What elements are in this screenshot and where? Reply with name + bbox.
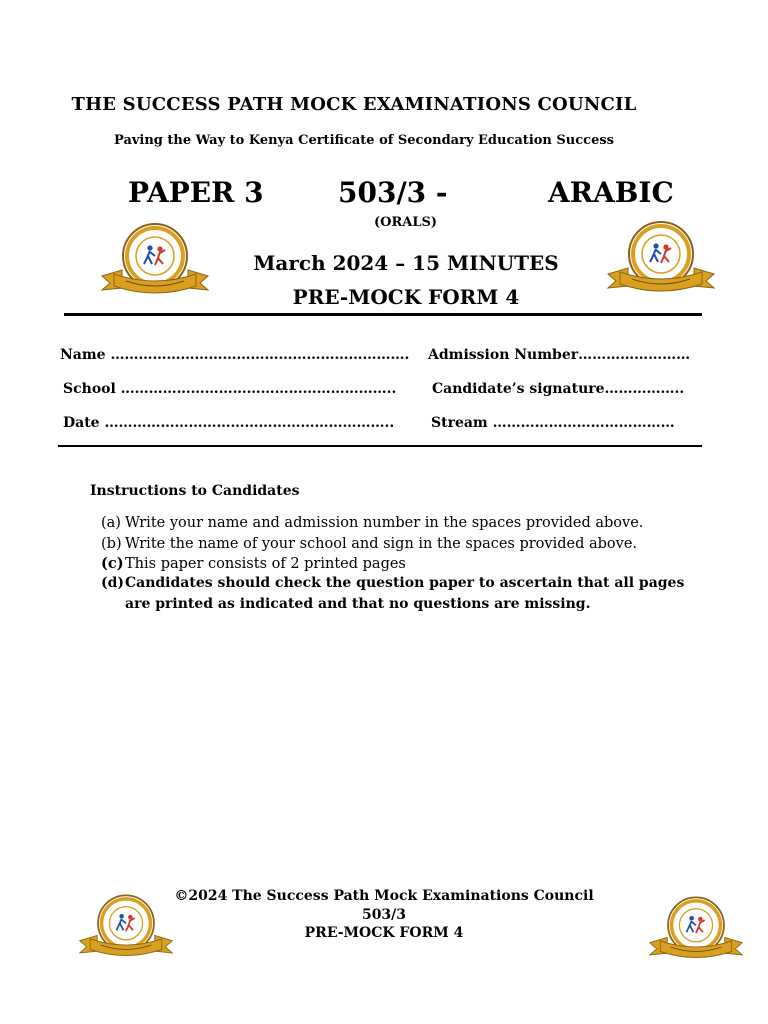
instruction-letter: (b) [101, 536, 122, 552]
instruction-text: Write your name and admission number in the spaces provided above. [125, 515, 644, 531]
instruction-text-continued: are printed as indicated and that no questions are missing. [125, 596, 591, 612]
divider-top [64, 313, 702, 316]
tagline: Paving the Way to Kenya Certificate of Secondary Education Success [114, 133, 614, 148]
council-title: THE SUCCESS PATH MOCK EXAMINATIONS COUNCIL [71, 94, 637, 115]
instruction-item [101, 555, 406, 572]
exam-date-duration: March 2024 – 15 MINUTES [253, 251, 559, 275]
instruction-letter: (a) [101, 515, 121, 531]
instruction-item [101, 515, 643, 531]
school-field[interactable]: School ………………………………………………….. [63, 381, 397, 397]
name-field[interactable]: Name ………………………………………………………. [60, 347, 410, 363]
instructions-heading: Instructions to Candidates [90, 483, 300, 499]
instruction-text: This paper consists of 2 printed pages [125, 556, 406, 572]
instruction-item [101, 575, 684, 591]
instruction-text: Candidates should check the question paper to ascertain that all pages [125, 575, 685, 591]
candidate-signature-field[interactable]: Candidate’s signature…………….. [432, 381, 685, 397]
footer-code: 503/3 [361, 907, 407, 923]
paper-code: 503/3 - [338, 176, 448, 209]
council-logo-icon [78, 890, 174, 960]
instruction-text: Write the name of your school and sign in the spaces provided above. [125, 536, 638, 552]
exam-level: PRE-MOCK FORM 4 [292, 285, 520, 309]
council-logo-icon [648, 892, 744, 962]
stream-field[interactable]: Stream ………………………………… [431, 415, 675, 431]
subject-title: ARABIC [548, 176, 674, 209]
footer-level: PRE-MOCK FORM 4 [304, 925, 464, 941]
footer-copyright: ©2024 The Success Path Mock Examinations Council [174, 888, 594, 904]
date-field[interactable]: Date …………………………………………………….. [63, 415, 395, 431]
instruction-item [101, 536, 637, 552]
admission-number-field[interactable]: Admission Number…………………… [428, 347, 691, 363]
paper-type: (ORALS) [374, 215, 438, 230]
divider-bottom [58, 445, 702, 447]
instruction-letter: (d) [101, 575, 125, 591]
paper-number: PAPER 3 [128, 176, 264, 209]
instruction-letter: (c) [101, 555, 124, 572]
